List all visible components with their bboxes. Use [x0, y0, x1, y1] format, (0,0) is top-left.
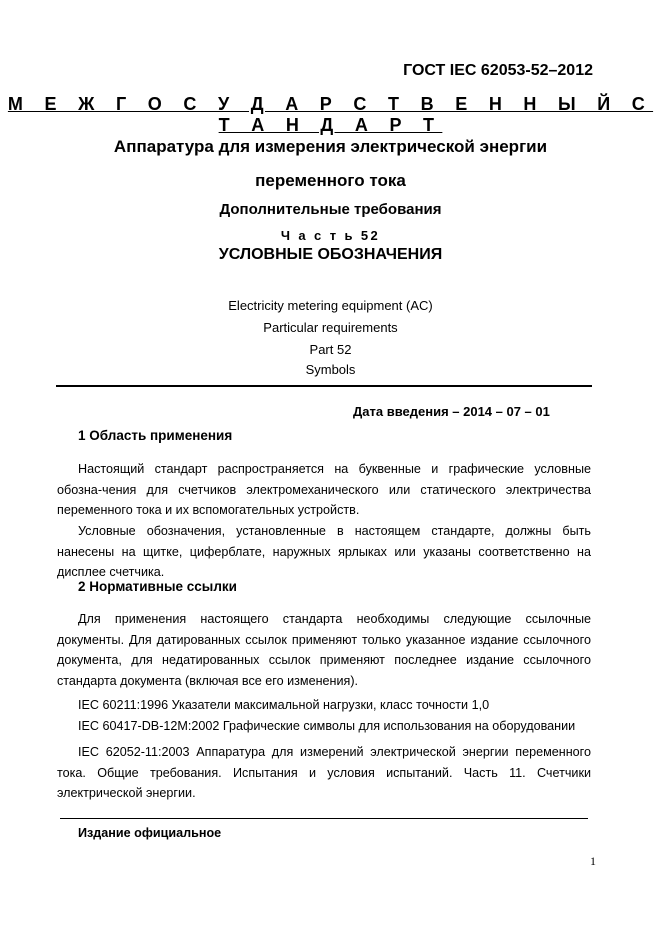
english-title-line-3: Part 52	[309, 342, 352, 357]
section-1-paragraph-2: Условные обозначения, установленные в настоящем стандарте, должны быть нанесены на щитке, циферблате, наружных ярлыках или указаны соответственно на дисплее счетчика.	[57, 524, 591, 579]
section-2-heading: 2 Нормативные ссылки	[78, 579, 237, 594]
section-1-heading: 1 Область применения	[78, 428, 233, 443]
section-1-paragraph-1: Настоящий стандарт распространяется на буквенные и графические условные обозна-чения для счетчиков электромеханического или статического электричества переменного тока и их вспомогательных устройств.	[57, 462, 591, 517]
subject-title: УСЛОВНЫЕ ОБОЗНАЧЕНИЯ	[218, 246, 443, 263]
english-title-line-2: Particular requirements	[263, 320, 398, 335]
english-title-line-4: Symbols	[305, 362, 356, 377]
english-title-line-1: Electricity metering equipment (AC)	[228, 298, 433, 313]
page-number: 1	[590, 854, 596, 868]
reference-iec-62052-11: IEC 62052-11:2003 Аппаратура для измерений электрической энергии переменного тока. Общие требования. Испытания и условия испытаний. Часть 11. Счетчики электрической энергии.	[57, 745, 591, 800]
footer-divider	[60, 818, 588, 819]
standard-type-heading: М Е Ж Г О С У Д А Р С Т В Е Н Н Ы Й С Т А Н Д А Р Т	[7, 94, 654, 135]
part-label: Ч а с т ь 52	[280, 228, 381, 243]
document-code: ГОСТ IEC 62053-52–2012	[403, 62, 593, 79]
reference-iec-60417: IEC 60417-DB-12M:2002 Графические символы для использования на оборудовании	[78, 719, 576, 733]
title-divider	[56, 385, 592, 387]
title-line-3: Дополнительные требования	[219, 201, 442, 218]
title-line-2: переменного тока	[255, 171, 406, 190]
section-2-paragraph-1: Для применения настоящего стандарта необходимы следующие ссылочные документы. Для датированных ссылок применяют только указанное издание ссылочного документа, для недатированных ссылок применяют последнее издание ссылочного стандарта документа (включая все его изменения).	[57, 612, 591, 688]
reference-iec-60211: IEC 60211:1996 Указатели максимальной нагрузки, класс точности 1,0	[78, 698, 490, 712]
edition-label: Издание официальное	[78, 826, 222, 840]
introduction-date: Дата введения – 2014 – 07 – 01	[353, 404, 550, 419]
title-line-1: Аппаратура для измерения электрической энергии	[113, 137, 548, 156]
